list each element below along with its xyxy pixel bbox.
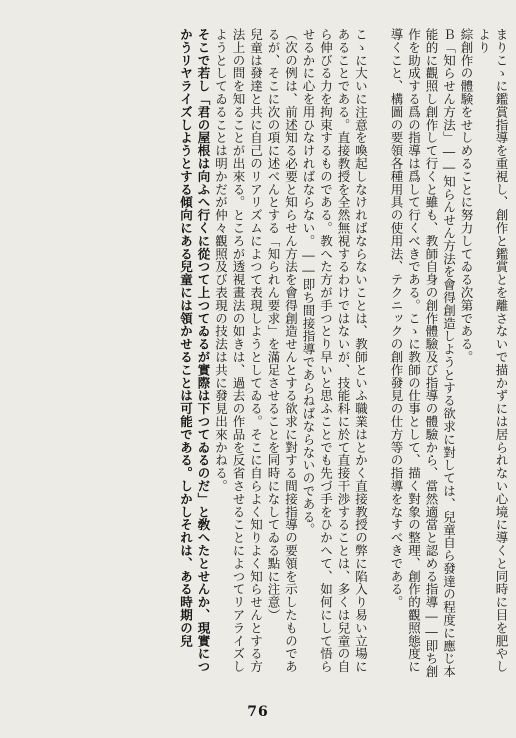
paragraph-2: 綜創作の體験をせしめることに努力してゐる次第である。 (459, 28, 474, 364)
paragraph-7: そこで若し「君の屋根は向ふへ行くに從つて上つてゐるが實際は下つてゐるのだ」と敎へたとせんか、現實につかうリヤライズしようとする傾向にある兒童には領かせることは可能である。しかしそれは、ある時期の兒 (178, 28, 211, 673)
paragraph-example-note: （次の例は、前述知る必要と知らせん方法を會得創造せんとする欲求に對する間接指導の要領を示したものであるが、そこに次の項に述べんとする「知られん要求」を滿足させることを同時になしてゐる點に注意） (266, 28, 299, 673)
paragraph-6: 兒童は發達と共に自己のリアリズムによつて表現しようとしてゐる。そこに自らよく知りよく知らせんとする方法上の問を知ることが出來る。ところが透視畫法の如きは、過去の作品を反省させることによつてリアライズしようとしてゐることは明かだが仲々觀照及び表現の技法は共に發見出來かねる。 (213, 28, 264, 673)
paragraph-section-b: Ｂ「知らせん方法」――知らんせん方法を會得創造しようとする欲求に對しては、兒童自ら發達の程度に應じ本能的に觀照し創作して行くと雖も、教師自身の創作體驗及び指導の體驗から、當然適當と認める指導――即ち創作を助成する爲の指導は爲して行くべきである。こゝに教師の仕事として、描く對象の整理、創作的觀照態度に導くこと、構圖の要領各種用具の使用法、テクニックの創作發見の仕方等の指導をなすべきである。 (389, 28, 457, 678)
paragraph-4: こゝに大いに注意を喚起しなければならないことは、教師といふ職業はとかく直接教授の弊に陷入り易い立場にあることである。直接教授を全然無視するわけではないが、技能科に於て直接干渉することは、多くは兒童の自ら伸びる力を拘束するものである。教へた方が手つとり早いと思ふことでも先づ手をひかへて、如何にして悟らせるかに心を用ひなければならない。――即ち間接指導であらねばならないのである。 (301, 28, 369, 673)
page-number: 76 (247, 704, 269, 720)
vertical-text-block (14, 28, 510, 680)
paragraph-1: まりこゝに鑑賞指導を重視し、創作と鑑賞とを離さないで描かずには居られない心境に導くと同時に目を肥やしより (476, 28, 509, 673)
